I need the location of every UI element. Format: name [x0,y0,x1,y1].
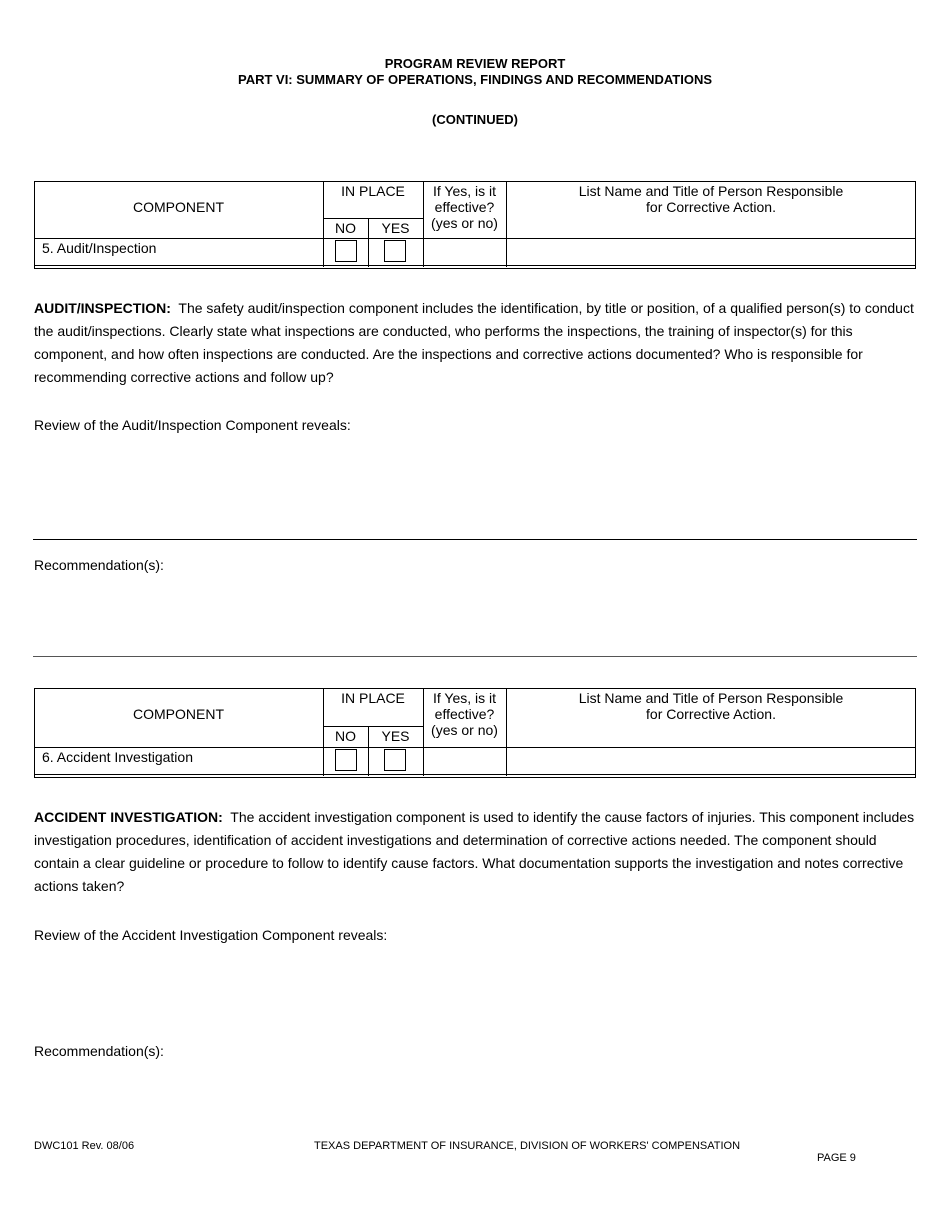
form-id: DWC101 Rev. 08/06 [34,1140,135,1152]
in-place-header: IN PLACE [341,183,405,199]
component-table-accident [34,688,916,778]
effective-field[interactable] [424,748,505,774]
effective-field[interactable] [424,239,505,265]
in-place-no-checkbox[interactable] [335,749,357,771]
no-header: NO [335,220,356,236]
in-place-yes-checkbox[interactable] [384,240,406,262]
audit-recommendation-label: Recommendation(s): [34,557,164,573]
accident-review-field[interactable] [34,946,918,1036]
audit-recommendation-field[interactable] [34,576,918,652]
effective-header-line2: effective? [434,706,495,722]
accident-heading: ACCIDENT INVESTIGATION: [34,809,223,825]
yes-header: YES [381,220,410,236]
audit-review-label: Review of the Audit/Inspection Component reveals: [34,417,351,433]
responsible-person-field[interactable] [507,239,915,265]
accident-review-label: Review of the Accident Investigation Component reveals: [34,927,388,943]
in-place-header: IN PLACE [341,690,405,706]
responsible-header-line1: List Name and Title of Person Responsible [578,183,844,199]
report-subtitle: PART VI: SUMMARY OF OPERATIONS, FINDINGS AND RECOMMENDATIONS [237,72,713,87]
accident-recommendation-label: Recommendation(s): [34,1043,164,1059]
audit-description-text: The safety audit/inspection component includes the identification, by title or position, of a qualified person(s) to conduct the audit/inspections. Clearly state what inspections are conducted, who performs the inspections, the training of inspector(s) for this component, and how often inspections are conducted. Are the inspections and corrective actions documented? Who is responsible for recommending corrective actions and follow up? [34,300,914,385]
divider [33,539,917,540]
effective-header-line1: If Yes, is it [432,183,497,199]
responsible-header-line2: for Corrective Action. [646,199,776,215]
component-header: COMPONENT [133,199,224,215]
responsible-header-line1: List Name and Title of Person Responsible [578,690,844,706]
component-label-accident: 6. Accident Investigation [42,749,193,765]
effective-header-line3: (yes or no) [431,722,498,738]
divider [33,656,917,657]
effective-header-line3: (yes or no) [431,215,498,231]
component-label-audit: 5. Audit/Inspection [42,240,157,256]
report-title: PROGRAM REVIEW REPORT [384,56,566,71]
in-place-yes-checkbox[interactable] [384,749,406,771]
responsible-header-line2: for Corrective Action. [646,706,776,722]
in-place-no-checkbox[interactable] [335,240,357,262]
audit-heading: AUDIT/INSPECTION: [34,300,171,316]
effective-header-line2: effective? [434,199,495,215]
accident-recommendation-field[interactable] [34,1062,918,1132]
effective-header-line1: If Yes, is it [432,690,497,706]
no-header: NO [335,728,356,744]
component-header: COMPONENT [133,706,224,722]
component-table-audit [34,181,916,269]
accident-description [34,806,918,898]
page-number: PAGE 9 [817,1152,856,1164]
audit-review-field[interactable] [34,436,918,536]
responsible-person-field[interactable] [507,748,915,774]
yes-header: YES [381,728,410,744]
audit-description [34,297,918,389]
agency-name: TEXAS DEPARTMENT OF INSURANCE, DIVISION OF WORKERS' COMPENSATION [314,1140,741,1152]
accident-description-text: The accident investigation component is used to identify the cause factors of injuries. This component includes investigation procedures, identification of accident investigations and determination of corrective actions needed. The component should contain a clear guideline or procedure to follow to identify cause factors. What documentation supports the investigation and notes corrective actions taken? [34,809,915,894]
continued-label: (CONTINUED) [432,112,518,127]
